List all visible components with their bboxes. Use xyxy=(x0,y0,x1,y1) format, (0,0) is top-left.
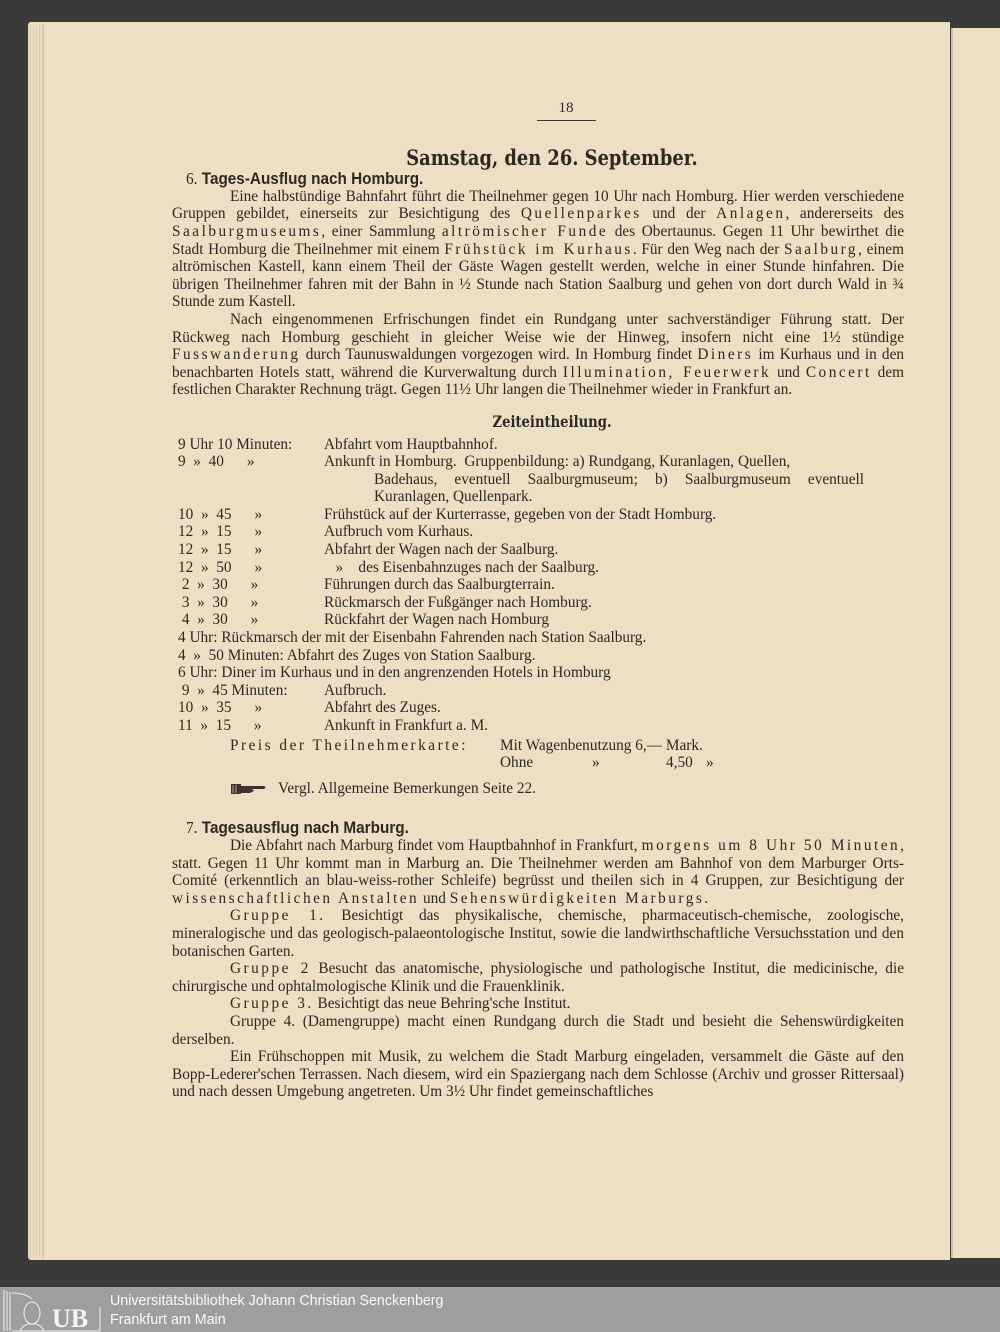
price-block xyxy=(230,737,904,772)
reference-text: Vergl. Allgemeine Bemerkungen Seite 22. xyxy=(278,779,537,797)
price-label: Preis der Theilnehmerkarte: xyxy=(230,736,468,754)
section-7-paragraph-last xyxy=(172,1048,904,1101)
text-run: im Kurhaus und in den benachbarten Hotels statt, während die Kurverwaltung durch xyxy=(172,346,905,381)
text-run: . xyxy=(704,889,709,907)
text-run: Besichtigt das neue Behring'sche Institut. xyxy=(313,995,571,1013)
schedule-description-text: Ankunft in Frankfurt a. M. xyxy=(324,717,488,734)
schedule-description-text: Ankunft in Homburg. Gruppenbildung: a) Rundgang, Kuranlagen, Quellen, xyxy=(324,453,791,471)
schedule-time: 10 » 45 » xyxy=(178,505,263,523)
library-name xyxy=(110,1291,443,1329)
schedule-row xyxy=(178,506,904,524)
schedule-description xyxy=(324,594,904,612)
schedule-row xyxy=(178,682,904,700)
svg-text:UB: UB xyxy=(52,1304,89,1332)
schedule-table xyxy=(178,436,904,735)
text-run: , statt. Gegen 11 Uhr kommt man in Marburg an. Die Theilnehmer werden am Bahnhof von dem Marburger Orts-Comité (erkenntlich an blau-weiss-rother Schleife) begrüsst und theilen sich in 4 Gruppen, zur Besichtigung der xyxy=(172,836,904,890)
schedule-time: 4 » 30 » xyxy=(178,611,259,629)
library-footer xyxy=(0,1287,1000,1332)
section-7-title xyxy=(186,819,832,837)
text-run: dem festlichen Charakter Rechnung trägt. Gegen 11½ Uhr langen die Theilnehmer wieder in Frankfurt an. xyxy=(172,363,905,399)
schedule-time: 9 » 40 » xyxy=(178,453,255,471)
page-content xyxy=(172,100,904,1101)
text-run: Nach eingenommenen Erfrischungen findet ein Rundgang unter sachverständiger Führung statt. Der Rückweg nach Homburg geschieht in gleicher Weise wie der Hinweg, insofern nicht eine 1½ stündige xyxy=(172,310,904,346)
schedule-row xyxy=(178,699,904,717)
group-3-paragraph xyxy=(172,995,904,1013)
section-number: 6. xyxy=(186,169,198,189)
schedule-time: 3 » 30 » xyxy=(178,593,259,611)
text-run: , einem altrömischen Kastell, kann einem Theil der Gäste Wagen gestellt werden, welche in einer Stunde hinfahren. Die übrigen Theilnehmer fahren mit der Bahn in ½ Stunde nach Station Saalburg und gehen von dort durch Wald in ¾ Stunde zum Kastell. xyxy=(172,240,904,311)
group-2-paragraph xyxy=(172,960,904,995)
text-run: und xyxy=(771,363,806,381)
schedule-row xyxy=(178,576,904,594)
text-run: . Für den Weg nach der xyxy=(632,240,784,258)
text-run: des Obertaunus. Gegen 11 Uhr bewirthet die Stadt Homburg die Theilnehmer mit einem xyxy=(172,222,904,258)
text-run: Eine halbstündige Bahnfahrt führt die Theilnehmer gegen 10 Uhr nach Homburg. Hier werden verschiedene Gruppen gebildet, einerseits zur Besichtigung des xyxy=(172,187,904,223)
group-4-paragraph xyxy=(172,1013,904,1048)
schedule-description xyxy=(324,576,904,594)
text-run: Ein Frühschoppen mit Musik, zu welchem die Stadt Marburg eingeladen, versammelt die Gäste auf den Bopp-Lederer'schen Terrassen. Nach diesem, wird ein Spaziergang nach dem Schlosse (Archiv und grosser Rittersaal) und nach dessen Umgebung angetreten. Um 3½ Uhr findet gemeinschaftliches xyxy=(172,1048,904,1101)
spaced-emphasis: Illumination, Feuerwerk xyxy=(562,363,772,381)
spaced-emphasis: Saalburg xyxy=(783,240,859,258)
section-6-paragraph-1 xyxy=(172,188,904,311)
spaced-emphasis: Frühstück im Kurhaus xyxy=(444,240,633,258)
schedule-description xyxy=(324,699,904,717)
schedule-row xyxy=(178,541,904,559)
schedule-description-text: Frühstück auf der Kurterrasse, gegeben von der Stadt Homburg. xyxy=(324,505,717,523)
section-number: 7. xyxy=(186,818,198,838)
next-page-edge xyxy=(951,28,1000,1258)
schedule-description xyxy=(324,682,904,700)
spaced-emphasis: Quellenparkes xyxy=(520,205,642,223)
schedule-description xyxy=(324,611,904,629)
schedule-description xyxy=(178,664,904,682)
price-with-wagon: Mit Wagenbenutzung 6,— Mark. xyxy=(500,736,703,754)
spaced-emphasis: Gruppe 1. xyxy=(230,907,326,925)
section-6-title xyxy=(186,170,832,188)
text-run: durch Taunuswaldungen vorgezogen wird. In Homburg findet xyxy=(300,346,698,364)
reference-note xyxy=(230,780,904,798)
spaced-emphasis: Anlagen xyxy=(716,205,786,223)
schedule-row xyxy=(178,523,904,541)
text-run: , einer Sammlung xyxy=(321,222,442,240)
text-run: Gruppe 4. (Damengruppe) macht einen Rundgang durch die Stadt und besieht die Sehenswürdigkeiten derselben. xyxy=(172,1012,904,1048)
spaced-emphasis: Gruppe 2 xyxy=(230,960,311,978)
schedule-row xyxy=(178,594,904,612)
schedule-time: 2 » 30 » xyxy=(178,576,259,594)
ub-logo-icon xyxy=(0,1287,102,1332)
schedule-description-text: Abfahrt des Zuges. xyxy=(324,699,441,717)
schedule-description-text: Abfahrt der Wagen nach der Saalburg. xyxy=(324,541,559,559)
schedule-description xyxy=(324,506,904,524)
text-run: , andererseits des xyxy=(785,205,905,223)
schedule-row xyxy=(178,717,904,735)
section-title-text: Tages-Ausflug nach Homburg. xyxy=(201,169,424,189)
schedule-time: 9 Uhr 10 Minuten: xyxy=(178,435,293,453)
spaced-emphasis: morgens um 8 Uhr 50 Minuten xyxy=(641,836,901,854)
schedule-time: 10 » 35 » xyxy=(178,699,263,717)
schedule-row xyxy=(178,453,904,506)
section-7-paragraph-1 xyxy=(172,837,904,907)
schedule-row xyxy=(178,559,904,577)
schedule-description xyxy=(324,436,904,454)
page-number: 18 xyxy=(200,100,932,121)
schedule-description-text: Aufbruch vom Kurhaus. xyxy=(324,523,474,541)
spaced-emphasis: wissenschaftlichen Anstalten xyxy=(172,889,420,907)
schedule-description-text: Aufbruch. xyxy=(324,681,387,699)
text-run: Die Abfahrt nach Marburg findet vom Hauptbahnhof in Frankfurt, xyxy=(230,836,642,854)
text-run: Besichtigt das physikalische, chemische, pharmaceutisch-chemische, zoologische, mineralogische und das geologisch-palaeontologische Institut, sowie die landwirthschaftliche Versuchsstation und den botanischen Garten. xyxy=(172,907,904,960)
schedule-description xyxy=(178,647,904,665)
page-edges xyxy=(30,26,44,1256)
schedule-description xyxy=(324,523,904,541)
group-1-paragraph xyxy=(172,907,904,960)
schedule-description-text: 4 » 50 Minuten: Abfahrt des Zuges von Station Saalburg. xyxy=(178,646,536,664)
schedule-description-text: » des Eisenbahnzuges nach der Saalburg. xyxy=(324,558,599,576)
schedule-description xyxy=(324,717,904,735)
price-without-label: Ohne xyxy=(500,754,534,772)
schedule-description xyxy=(324,541,904,559)
schedule-time: 12 » 15 » xyxy=(178,541,263,559)
text-run: und der xyxy=(641,205,717,223)
spaced-emphasis: Gruppe 3. xyxy=(230,995,314,1013)
schedule-description-text: Abfahrt vom Hauptbahnhof. xyxy=(324,435,498,453)
spaced-emphasis: Diners xyxy=(697,346,754,364)
schedule-description-text: 6 Uhr: Diner im Kurhaus und in den angrenzenden Hotels in Homburg xyxy=(178,664,611,682)
spaced-emphasis: altrömischer Funde xyxy=(441,222,609,240)
schedule-description-continuation: Badehaus, eventuell Saalburgmuseum; b) Saalburgmuseum eventuell Kuranlagen, Quellenpark. xyxy=(374,470,864,506)
pointing-hand-icon xyxy=(230,783,268,795)
schedule-row xyxy=(178,611,904,629)
library-name-line-2: Frankfurt am Main xyxy=(110,1310,226,1328)
schedule-description-text: Rückmarsch der Fußgänger nach Homburg. xyxy=(324,593,592,611)
text-run: und xyxy=(419,889,450,907)
schedule-description xyxy=(178,629,904,647)
spaced-emphasis: Sehenswürdigkeiten Marburgs xyxy=(449,889,705,907)
schedule-description xyxy=(324,559,904,577)
schedule-time: 9 » 45 Minuten: xyxy=(178,681,288,699)
ditto-mark: » xyxy=(592,754,600,772)
schedule-row xyxy=(178,436,904,454)
price-unit-ditto: » xyxy=(706,754,714,772)
schedule-row xyxy=(178,647,904,665)
spaced-emphasis: Concert xyxy=(805,363,872,381)
section-title-text: Tagesausflug nach Marburg. xyxy=(201,818,409,838)
spaced-emphasis: Saalburgmuseums xyxy=(172,222,322,240)
schedule-heading: Zeiteintheilung. xyxy=(492,411,612,431)
text-run: Besucht das anatomische, physiologische und pathologische Institut, die medicinische, die chirurgische und ophtalmologische Klinik und die Frauenklinik. xyxy=(172,960,904,995)
price-without-value: 4,50 xyxy=(666,754,693,772)
schedule-description-text: Führungen durch das Saalburgterrain. xyxy=(324,576,555,594)
schedule-description xyxy=(324,453,904,506)
schedule-time: 12 » 50 » xyxy=(178,558,263,576)
day-heading: Samstag, den 26. September. xyxy=(406,144,698,170)
schedule-time: 12 » 15 » xyxy=(178,523,263,541)
schedule-time: 11 » 15 » xyxy=(178,717,262,734)
spaced-emphasis: Fusswanderung xyxy=(172,346,301,364)
schedule-description-text: 4 Uhr: Rückmarsch der mit der Eisenbahn Fahrenden nach Station Saalburg. xyxy=(178,629,647,647)
schedule-row xyxy=(178,629,904,647)
section-6-paragraph-2 xyxy=(172,311,904,399)
schedule-description-text: Rückfahrt der Wagen nach Homburg xyxy=(324,611,550,629)
library-name-line-1: Universitätsbibliothek Johann Christian Senckenberg xyxy=(110,1291,444,1309)
schedule-row xyxy=(178,664,904,682)
